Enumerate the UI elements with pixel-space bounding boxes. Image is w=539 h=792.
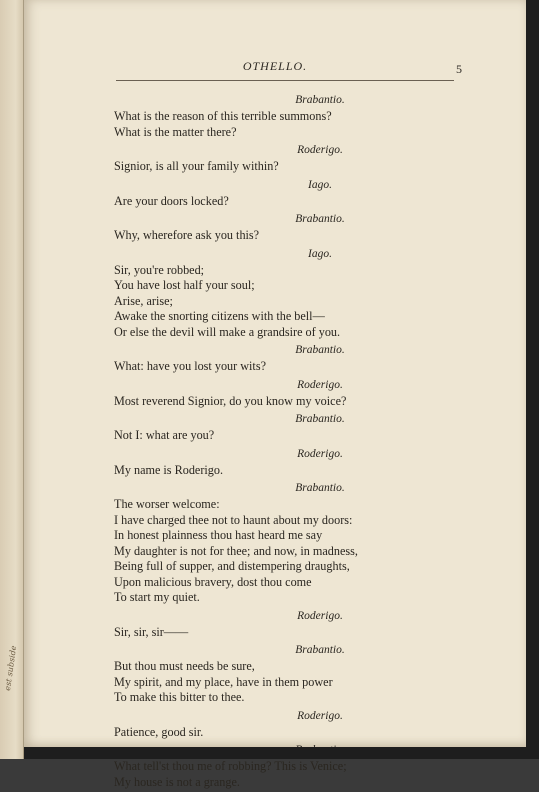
verse-line: Being full of supper, and distempering draughts,	[114, 559, 350, 573]
margin-note: est subside	[3, 644, 19, 692]
verse-line: In honest plainness thou hast heard me say	[114, 528, 323, 542]
verse-line: Upon malicious bravery, dost thou come	[114, 574, 312, 589]
speech	[114, 228, 474, 244]
verse-line: Awake the snorting citizens with the bell—	[114, 309, 325, 323]
bottom-cover-edge	[24, 747, 539, 759]
verse-line: Signior, is all your family within?	[114, 159, 279, 173]
speech	[114, 263, 474, 341]
right-cover-edge	[526, 0, 539, 759]
speaker-name: Brabantio.	[295, 644, 345, 656]
header-rule	[116, 80, 454, 81]
speech	[114, 497, 474, 606]
speech	[114, 109, 474, 140]
speech	[114, 394, 474, 410]
speaker-name: Iago.	[308, 178, 332, 191]
speech	[114, 359, 474, 375]
verse-line: My name is Roderigo.	[114, 462, 223, 477]
speaker-name: Roderigo.	[297, 144, 343, 156]
verse-line: Arise, arise;	[114, 293, 173, 308]
verse-line: You have lost half your soul;	[114, 278, 255, 292]
speaker-name: Brabantio.	[295, 482, 345, 494]
speaker-name: Roderigo.	[297, 709, 343, 722]
verse-line: What is the reason of this terrible summons?	[114, 109, 332, 123]
speech	[114, 463, 474, 479]
verse-line: Are your doors locked?	[114, 193, 229, 208]
speech	[114, 659, 474, 706]
verse-line: To start my quiet.	[114, 590, 200, 604]
facing-page-edge	[0, 0, 26, 759]
verse-line: Sir, you're robbed;	[114, 262, 205, 277]
verse-line: Patience, good sir.	[114, 724, 204, 739]
speaker-name: Brabantio.	[295, 94, 345, 106]
speech	[114, 194, 474, 210]
verse-line: But thou must needs be sure,	[114, 659, 255, 673]
speech	[114, 725, 474, 741]
verse-line: Most reverend Signior, do you know my voice?	[114, 393, 347, 408]
running-head: OTHELLO.	[242, 59, 308, 73]
speech	[114, 759, 474, 790]
speaker-name: Brabantio.	[295, 213, 345, 225]
verse-line: What tell'st thou me of robbing? This is Venice;	[114, 759, 347, 773]
speaker-name: Roderigo.	[297, 609, 343, 622]
verse-line: Why, wherefore ask you this?	[114, 228, 260, 242]
verse-line: I have charged thee not to haunt about my doors:	[114, 512, 353, 527]
verse-line: Sir, sir, sir——	[114, 624, 189, 639]
speaker-name: Roderigo.	[297, 378, 343, 391]
page-number: 5	[456, 62, 462, 76]
verse-line: The worser welcome:	[114, 497, 220, 511]
speaker-name: Brabantio.	[295, 344, 345, 356]
play-text	[114, 90, 474, 792]
speech	[114, 625, 474, 641]
verse-line: Not I: what are you?	[114, 428, 215, 442]
speech	[114, 428, 474, 444]
speaker-name: Iago.	[308, 247, 332, 260]
verse-line: My spirit, and my place, have in them power	[114, 674, 333, 689]
book-page	[24, 0, 526, 789]
speaker-name: Brabantio.	[295, 413, 345, 425]
speech	[114, 159, 474, 175]
speaker-name: Roderigo.	[297, 447, 343, 460]
verse-line: What is the matter there?	[114, 124, 237, 139]
verse-line: Or else the devil will make a grandsire of you.	[114, 324, 341, 339]
verse-line: What: have you lost your wits?	[114, 359, 266, 373]
verse-line: My daughter is not for thee; and now, in madness,	[114, 543, 358, 558]
verse-line: To make this bitter to thee.	[114, 690, 245, 704]
verse-line: My house is not a grange.	[114, 774, 240, 789]
